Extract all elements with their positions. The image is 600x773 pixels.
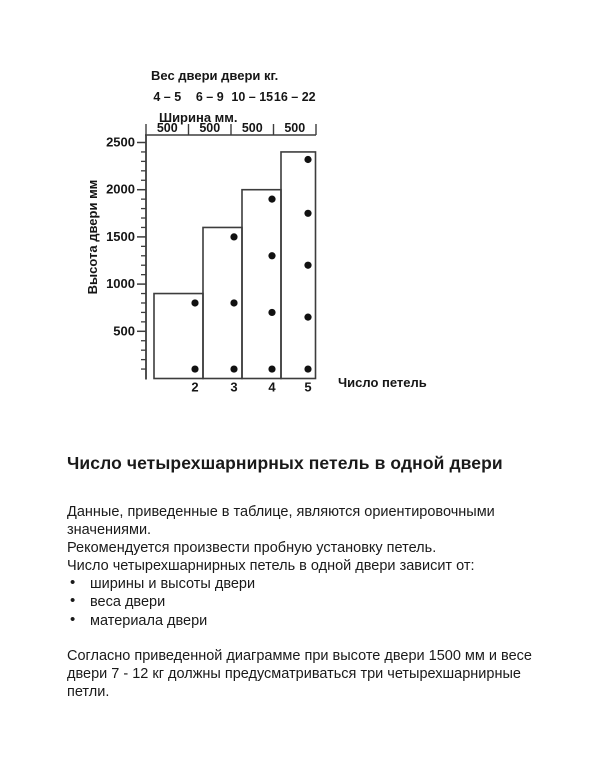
list-item: • ширины и высоты двери <box>67 575 255 593</box>
text-line: петли. <box>67 684 110 700</box>
hinge-count-label: 4 <box>268 379 276 395</box>
hinge-dot <box>268 252 275 259</box>
width-segment-label: 500 <box>156 121 178 135</box>
hinge-dot <box>268 309 275 316</box>
list-item: • материала двери <box>67 612 255 630</box>
hinge-count-label: 5 <box>304 379 312 395</box>
dependency-list <box>67 575 255 630</box>
width-segment-label: 500 <box>199 121 221 135</box>
hinge-dot <box>304 156 311 163</box>
conclusion-paragraph <box>67 647 532 701</box>
hinge-dot <box>268 365 275 372</box>
hinge-count-label: 3 <box>230 379 238 395</box>
hinge-dot <box>191 299 198 306</box>
hinge-dot <box>304 210 311 217</box>
hinge-dot <box>230 233 237 240</box>
door-height-step <box>242 190 281 379</box>
text-line: Число четырехшарнирных петель в одной двери зависит от: <box>67 558 475 574</box>
y-tick-label: 1500 <box>106 228 135 244</box>
width-segment-label: 500 <box>241 121 263 135</box>
hinge-dot <box>230 299 237 306</box>
intro-paragraph <box>67 503 495 575</box>
y-tick-label: 500 <box>113 323 135 339</box>
weight-range-label: 4 – 5 <box>153 90 182 104</box>
weight-range-label: 6 – 9 <box>195 90 224 104</box>
x-axis-label: Число петель <box>338 375 427 390</box>
hinge-count-label: 2 <box>191 379 199 395</box>
text-line: Данные, приведенные в таблице, являются ориентировочными <box>67 504 495 520</box>
text-line: значениями. <box>67 522 152 538</box>
text-line: двери 7 - 12 кг должны предусматриваться три четырехшарнирные <box>67 666 521 682</box>
hinge-dot <box>268 196 275 203</box>
weight-range-label: 16 – 22 <box>273 90 316 104</box>
text-line: Согласно приведенной диаграмме при высоте двери 1500 мм и весе <box>67 648 532 664</box>
text-line: Рекомендуется произвести пробную установку петель. <box>67 540 437 556</box>
y-axis-label: Высота двери мм <box>85 179 100 295</box>
y-tick-label: 2000 <box>106 181 135 197</box>
y-tick-label: 2500 <box>106 134 135 150</box>
hinge-dot <box>304 314 311 321</box>
list-item: • веса двери <box>67 593 255 611</box>
weight-range-label: 10 – 15 <box>231 90 274 104</box>
page-title: Число четырехшарнирных петель в одной двери <box>67 453 503 473</box>
hinge-dot <box>191 365 198 372</box>
width-segment-label: 500 <box>284 121 306 135</box>
hinge-dot <box>304 365 311 372</box>
chart-title: Вес двери двери кг. <box>151 68 279 83</box>
hinge-dot <box>230 365 237 372</box>
width-axis-title: Ширина мм. <box>159 110 238 125</box>
hinge-dot <box>304 262 311 269</box>
y-tick-label: 1000 <box>106 276 135 292</box>
